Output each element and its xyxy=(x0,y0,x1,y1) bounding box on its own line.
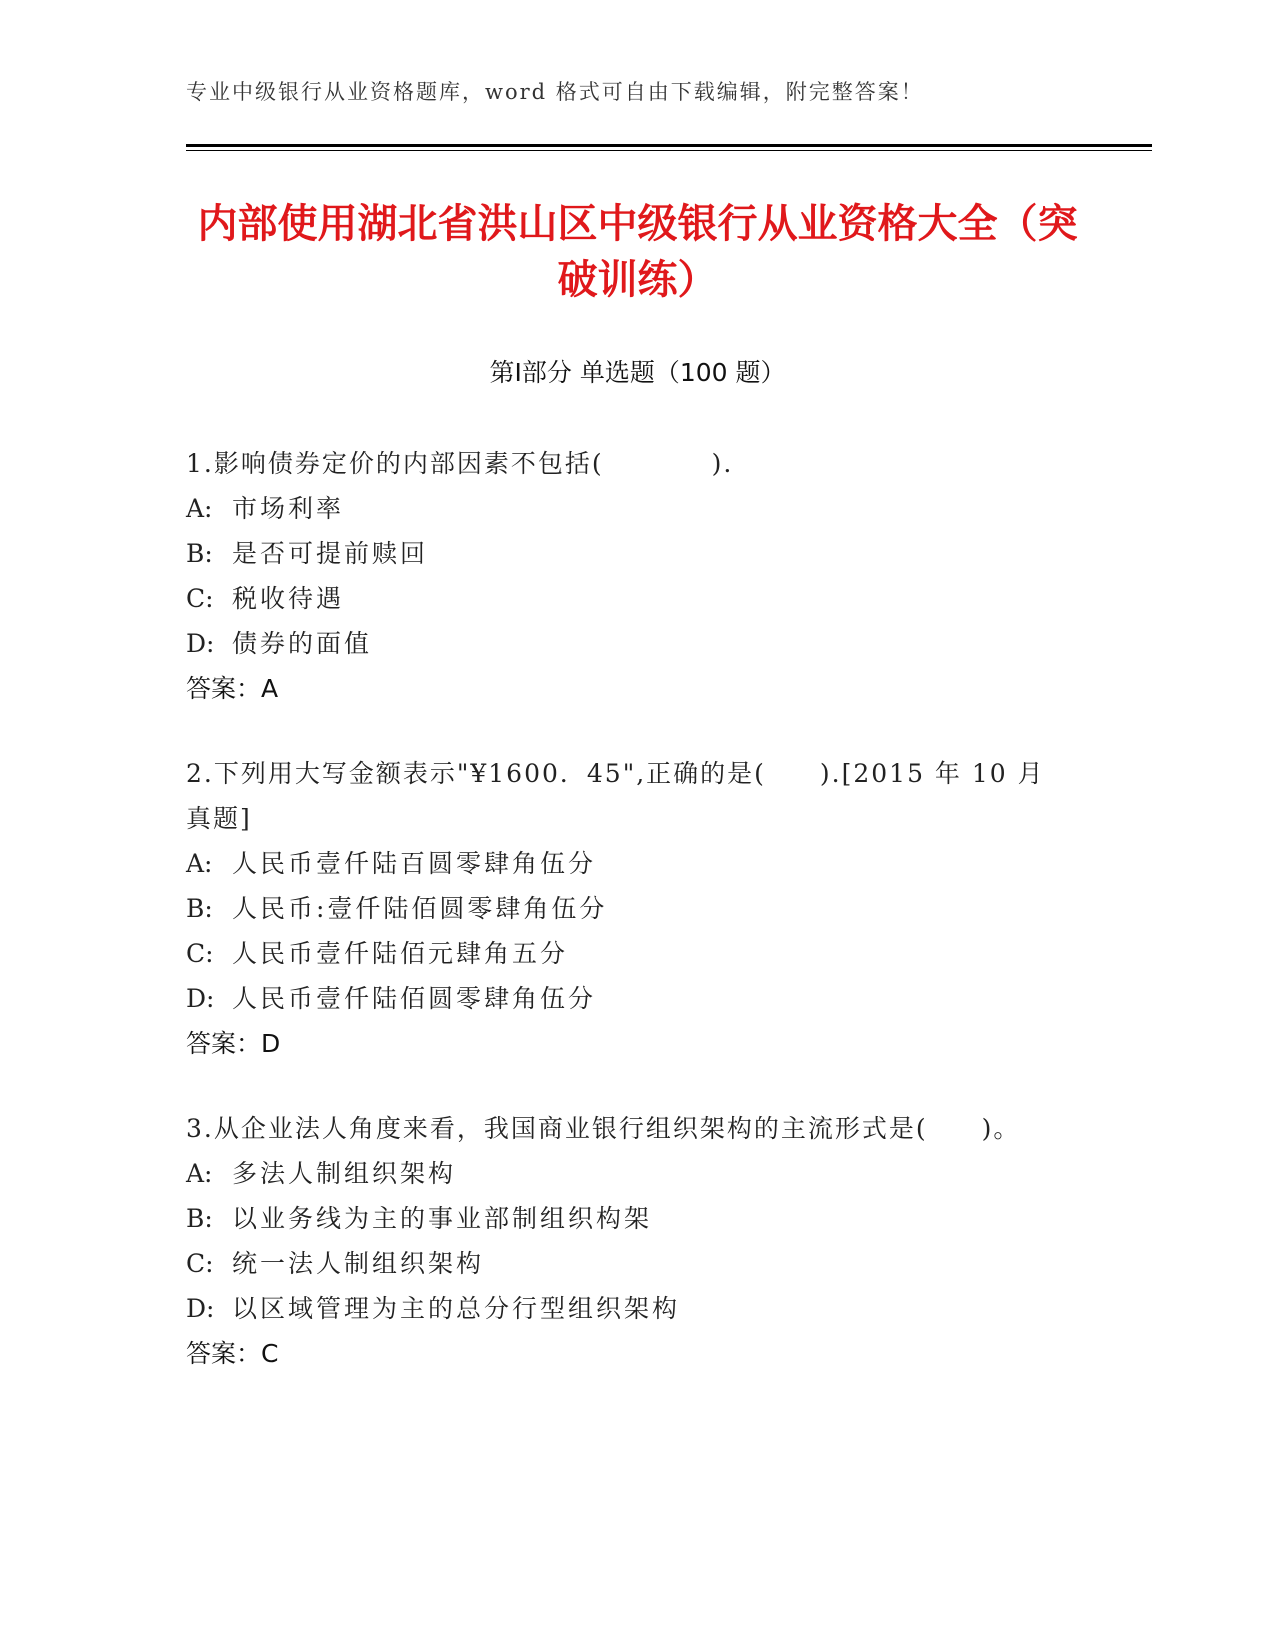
option-text: 是否可提前赎回 xyxy=(232,539,429,568)
question-1 xyxy=(186,441,1066,711)
option-letter: C: xyxy=(186,584,214,613)
option-c xyxy=(186,1241,1066,1286)
option-letter: C: xyxy=(186,1249,214,1278)
option-d xyxy=(186,1286,1066,1331)
option-b xyxy=(186,531,1066,576)
option-text: 统一法人制组织架构 xyxy=(232,1249,485,1278)
option-text: 债券的面值 xyxy=(232,629,373,658)
option-c xyxy=(186,576,1066,621)
option-letter: C: xyxy=(186,939,214,968)
option-text: 人民币壹仟陆佰圆零肆角伍分 xyxy=(232,984,597,1013)
option-c xyxy=(186,931,1066,976)
option-text: 人民币壹仟陆百圆零肆角伍分 xyxy=(232,849,597,878)
option-letter: D: xyxy=(186,984,215,1013)
option-text: 以区域管理为主的总分行型组织架构 xyxy=(232,1294,681,1323)
header-rule-thick xyxy=(186,144,1152,147)
option-text: 市场利率 xyxy=(232,494,345,523)
option-letter: B: xyxy=(186,1204,213,1233)
option-text: 以业务线为主的事业部制组织构架 xyxy=(232,1204,653,1233)
answer-line: 答案：D xyxy=(186,1029,281,1058)
question-3 xyxy=(186,1106,1066,1376)
option-d xyxy=(186,621,1066,666)
option-d xyxy=(186,976,1066,1021)
section-heading: 第Ⅰ部分 单选题（100 题） xyxy=(489,358,786,387)
option-text: 人民币壹仟陆佰元肆角五分 xyxy=(232,939,569,968)
question-stem: 1.影响债券定价的内部因素不包括( ). xyxy=(186,449,734,478)
option-a xyxy=(186,486,1066,531)
option-a xyxy=(186,1151,1066,1196)
option-letter: D: xyxy=(186,629,215,658)
option-letter: A: xyxy=(186,849,213,878)
header-note: 专业中级银行从业资格题库，word 格式可自由下载编辑，附完整答案！ xyxy=(186,80,924,104)
question-stem: 2.下列用大写金额表示"¥1600．45",正确的是( ).[2015 年 10 月真题] xyxy=(186,759,1045,833)
option-letter: B: xyxy=(186,539,213,568)
question-stem: 3.从企业法人角度来看，我国商业银行组织架构的主流形式是( )。 xyxy=(186,1114,1021,1143)
option-letter: A: xyxy=(186,494,213,523)
option-letter: D: xyxy=(186,1294,215,1323)
document-title: 内部使用湖北省洪山区中级银行从业资格大全（突破训练） xyxy=(197,201,1078,303)
option-text: 多法人制组织架构 xyxy=(232,1159,457,1188)
option-a xyxy=(186,841,1066,886)
option-letter: A: xyxy=(186,1159,213,1188)
answer-line: 答案：A xyxy=(186,674,279,703)
option-text: 人民币:壹仟陆佰圆零肆角伍分 xyxy=(232,894,608,923)
header-rule-thin xyxy=(186,150,1152,151)
answer-line: 答案：C xyxy=(186,1339,279,1368)
option-b xyxy=(186,886,1066,931)
option-text: 税收待遇 xyxy=(232,584,345,613)
question-2 xyxy=(186,751,1066,1066)
question-list xyxy=(186,441,1066,1416)
option-b xyxy=(186,1196,1066,1241)
option-letter: B: xyxy=(186,894,213,923)
